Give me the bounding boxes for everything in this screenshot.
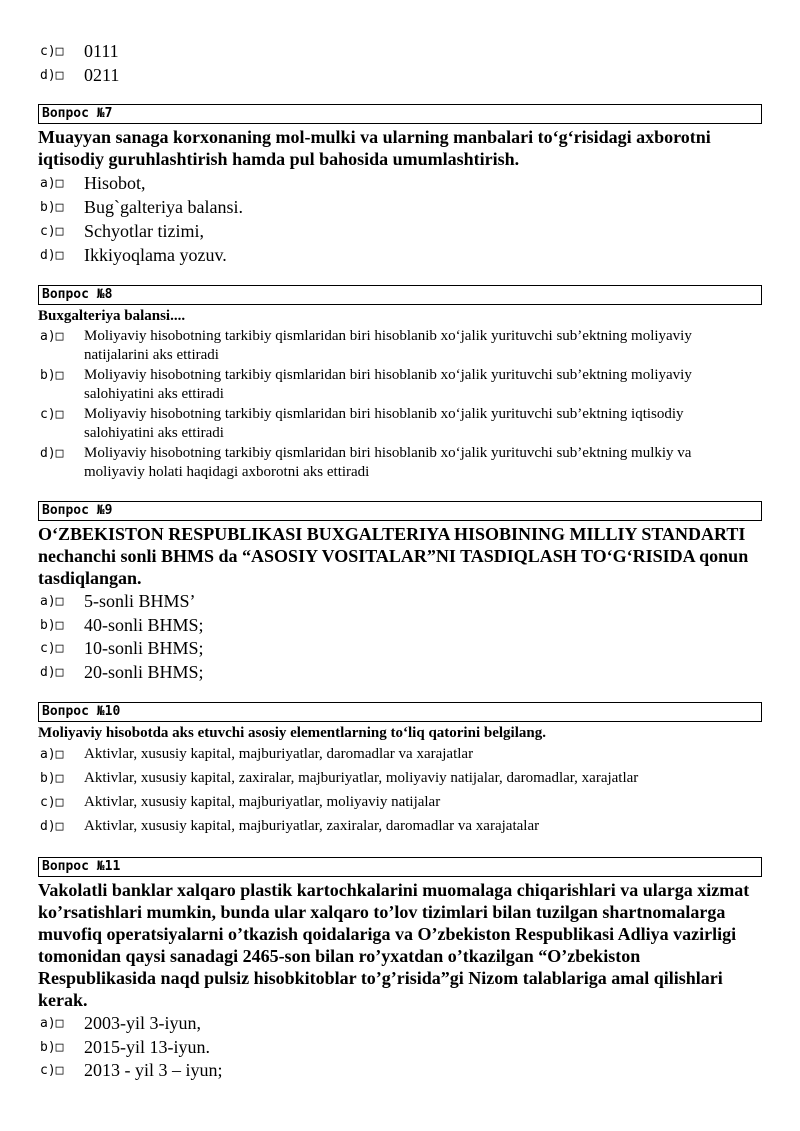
option-letter: c)□ <box>40 224 64 239</box>
option-c-prev[interactable] <box>40 40 119 62</box>
option-b[interactable] <box>40 366 754 404</box>
option-text: Hisobot, <box>84 173 146 193</box>
option-text: Bug`galteriya balansi. <box>84 197 243 217</box>
option-letter: d)□ <box>40 665 64 680</box>
option-letter: c)□ <box>40 795 64 810</box>
option-letter: d)□ <box>40 446 64 461</box>
option-d[interactable] <box>40 244 227 266</box>
option-text: Aktivlar, xususiy kapital, majburiyatlar, zaxiralar, daromadlar va xarajatalar <box>84 818 540 834</box>
option-text: 10-sonli BHMS; <box>84 638 204 658</box>
question-text: O‘ZBEKISTON RESPUBLIKASI BUXGALTERIYA HISOBINING MILLIY STANDARTI nechanchi sonli BHMS da “ASOSIY VOSITALAR”NI TASDIQLASH TO‘G‘RISIDA qonun tasdiqlangan. <box>38 524 749 588</box>
option-b[interactable] <box>40 769 754 788</box>
option-letter: a)□ <box>40 594 64 609</box>
option-letter: a)□ <box>40 176 64 191</box>
option-text: Moliyaviy hisobotning tarkibiy qismlaridan biri hisoblanib xo‘jalik yurituvchi sub’ektning mulkiy va moliyaviy holati haqidagi axborotni aks ettiradi <box>84 445 692 480</box>
option-letter: b)□ <box>40 368 64 383</box>
option-text: Aktivlar, xususiy kapital, zaxiralar, majburiyatlar, moliyaviy natijalar, daromadlar, xarajatlar <box>84 770 639 786</box>
option-letter: c)□ <box>40 1063 64 1078</box>
question-header: Вопрос №9 <box>38 501 762 521</box>
option-a[interactable] <box>40 745 754 764</box>
option-text: Moliyaviy hisobotning tarkibiy qismlaridan biri hisoblanib xo‘jalik yurituvchi sub’ektning moliyaviy salohiyatini aks ettiradi <box>84 367 692 402</box>
option-letter: b)□ <box>40 771 64 786</box>
question-header: Вопрос №11 <box>38 857 762 877</box>
option-letter: d)□ <box>40 248 64 263</box>
option-letter: b)□ <box>40 200 64 215</box>
option-c[interactable] <box>40 1059 223 1081</box>
option-d[interactable] <box>40 444 754 482</box>
option-text: 2013 - yil 3 – iyun; <box>84 1060 223 1080</box>
option-text: 40-sonli BHMS; <box>84 615 204 635</box>
question-header: Вопрос №8 <box>38 285 762 305</box>
question-text: Vakolatli banklar xalqaro plastik kartochkalarini muomalaga chiqarishlari va ularga xizmat ko’rsatishlari mumkin, bunda ular xalqaro to’lov tizimlari bilan tuzilgan shartnomalarga muvofiq operatsiyalarni o’tkazish qoidalariga va O’zbekiston Respublikasi Adliya vazirligi tomonidan qaysi sanadagi 2465-son bilan ro’yxatdan o’tkazilgan “O’zbekiston Respublikasida naqd pulsiz hisobkitoblar to’g’risida”gi Nizom talablariga amal qilishlari kerak. <box>38 880 750 1010</box>
option-d-prev[interactable] <box>40 64 119 86</box>
option-text: Moliyaviy hisobotning tarkibiy qismlaridan biri hisoblanib xo‘jalik yurituvchi sub’ektning moliyaviy natijalarini aks ettiradi <box>84 328 692 363</box>
option-a[interactable] <box>40 172 146 194</box>
option-letter: a)□ <box>40 329 64 344</box>
option-letter: d)□ <box>40 68 64 83</box>
option-text: 5-sonli BHMS’ <box>84 591 196 611</box>
option-letter: c)□ <box>40 641 64 656</box>
option-text: 20-sonli BHMS; <box>84 662 204 682</box>
option-letter: b)□ <box>40 1040 64 1055</box>
question-header: Вопрос №10 <box>38 702 762 722</box>
option-letter: b)□ <box>40 618 64 633</box>
option-c[interactable] <box>40 637 204 659</box>
question-text: Buxgalteriya balansi.... <box>38 308 186 324</box>
option-a[interactable] <box>40 327 754 365</box>
question-header: Вопрос №7 <box>38 104 762 124</box>
option-c[interactable] <box>40 220 204 242</box>
option-letter: d)□ <box>40 819 64 834</box>
option-letter: a)□ <box>40 1016 64 1031</box>
option-b[interactable] <box>40 614 204 636</box>
option-text: Moliyaviy hisobotning tarkibiy qismlaridan biri hisoblanib xo‘jalik yurituvchi sub’ektning iqtisodiy salohiyatini aks ettiradi <box>84 406 684 441</box>
option-d[interactable] <box>40 817 754 836</box>
option-letter: a)□ <box>40 747 64 762</box>
option-text: 2003-yil 3-iyun, <box>84 1013 201 1033</box>
option-letter: c)□ <box>40 44 64 59</box>
option-d[interactable] <box>40 661 204 683</box>
option-b[interactable] <box>40 196 243 218</box>
option-text: Schyotlar tizimi, <box>84 221 204 241</box>
option-text: Aktivlar, xususiy kapital, majburiyatlar, daromadlar va xarajatlar <box>84 746 474 762</box>
option-letter: c)□ <box>40 407 64 422</box>
option-text: Aktivlar, xususiy kapital, majburiyatlar, moliyaviy natijalar <box>84 794 441 810</box>
option-a[interactable] <box>40 1012 201 1034</box>
question-text: Moliyaviy hisobotda aks etuvchi asosiy elementlarning to‘liq qatorini belgilang. <box>38 725 546 741</box>
option-text: 0111 <box>84 41 119 61</box>
option-c[interactable] <box>40 793 754 812</box>
option-text: 2015-yil 13-iyun. <box>84 1037 210 1057</box>
question-text: Muayyan sanaga korxonaning mol-mulki va ularning manbalari to‘g‘risidagi axborotni iqtisodiy guruhlashtirish hamda pul bahosida umumlashtirish. <box>38 127 711 169</box>
option-a[interactable] <box>40 590 196 612</box>
option-text: 0211 <box>84 65 120 85</box>
option-text: Ikkiyoqlama yozuv. <box>84 245 227 265</box>
option-b[interactable] <box>40 1036 210 1058</box>
option-c[interactable] <box>40 405 754 443</box>
